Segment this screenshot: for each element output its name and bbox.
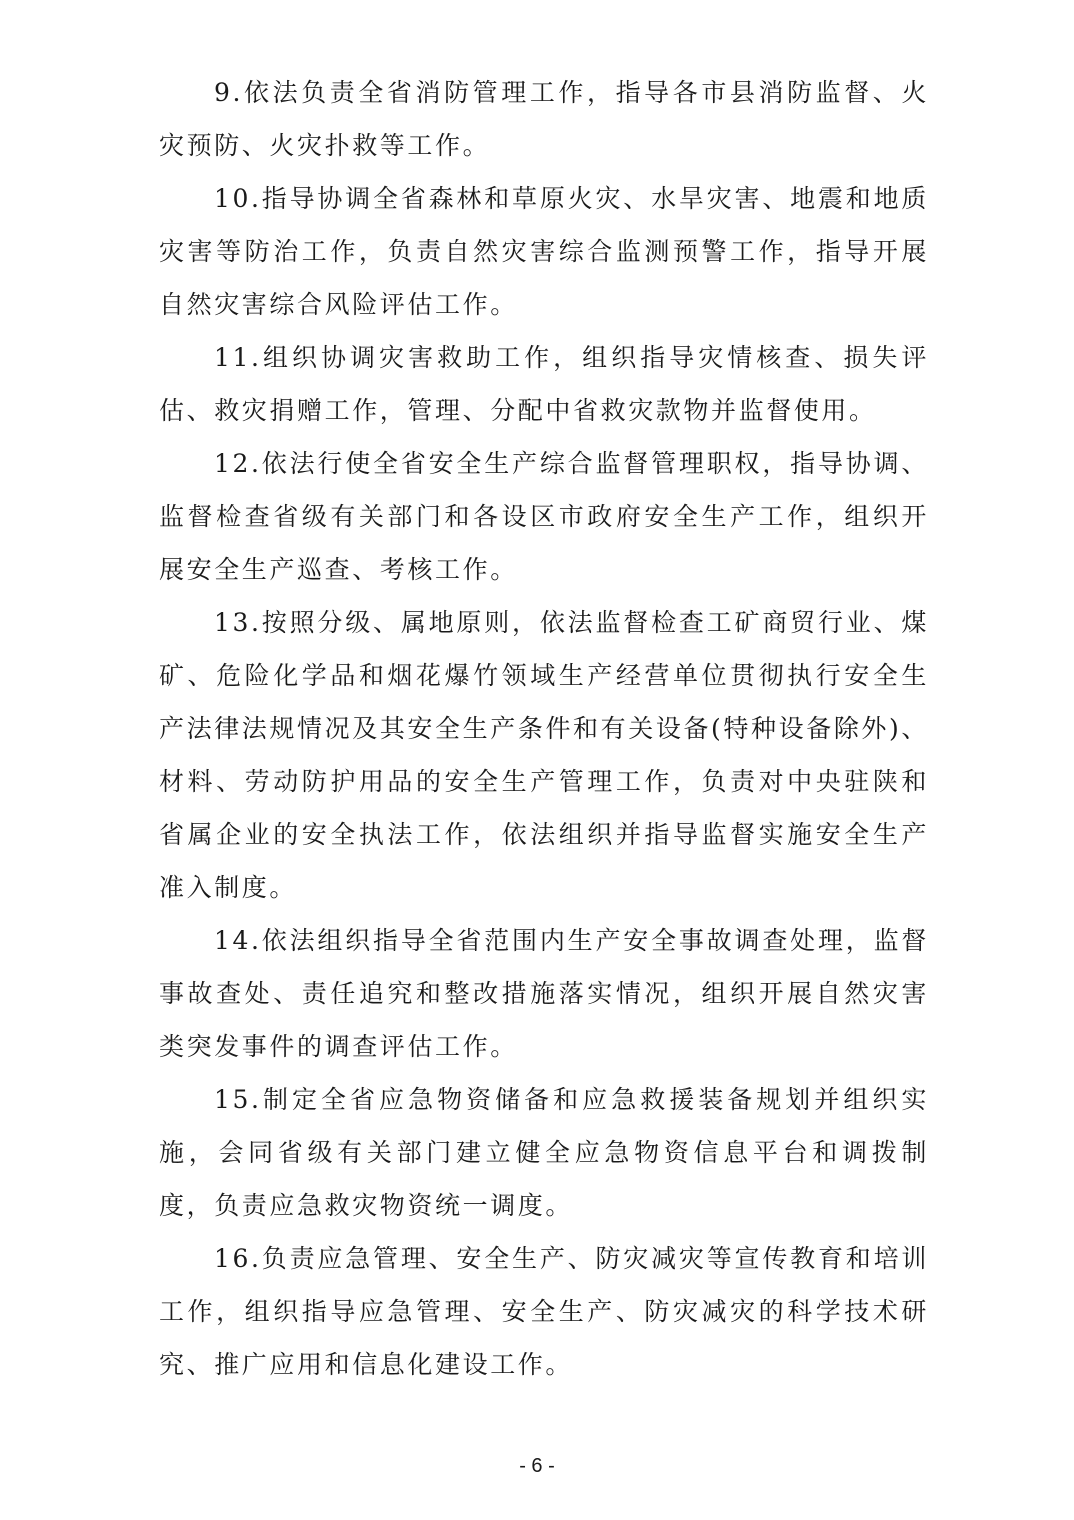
paragraph-item-9: 9.依法负责全省消防管理工作，指导各市县消防监督、火灾预防、火灾扑救等工作。 <box>159 78 929 160</box>
paragraph-item-14: 14.依法组织指导全省范围内生产安全事故调查处理，监督事故查处、责任追究和整改措施落实情况，组织开展自然灾害类突发事件的调查评估工作。 <box>159 926 929 1061</box>
paragraph-item-13: 13.按照分级、属地原则，依法监督检查工矿商贸行业、煤矿、危险化学品和烟花爆竹领域生产经营单位贯彻执行安全生产法律法规情况及其安全生产条件和有关设备(特种设备除外)、材料、劳动防护用品的安全生产管理工作，负责对中央驻陕和省属企业的安全执法工作，依法组织并指导监督实施安全生产准入制度。 <box>159 608 929 902</box>
page-number: - 6 - <box>519 1455 555 1477</box>
paragraph-item-12: 12.依法行使全省安全生产综合监督管理职权，指导协调、监督检查省级有关部门和各设区市政府安全生产工作，组织开展安全生产巡查、考核工作。 <box>159 449 929 584</box>
paragraph-item-15: 15.制定全省应急物资储备和应急救援装备规划并组织实施，会同省级有关部门建立健全应急物资信息平台和调拨制度，负责应急救灾物资统一调度。 <box>159 1085 929 1220</box>
paragraph-item-16: 16.负责应急管理、安全生产、防灾减灾等宣传教育和培训工作，组织指导应急管理、安全生产、防灾减灾的科学技术研究、推广应用和信息化建设工作。 <box>159 1244 929 1379</box>
document-body <box>159 66 929 1391</box>
paragraph-item-11: 11.组织协调灾害救助工作，组织指导灾情核查、损失评估、救灾捐赠工作，管理、分配中省救灾款物并监督使用。 <box>159 343 929 425</box>
paragraph-item-10: 10.指导协调全省森林和草原火灾、水旱灾害、地震和地质灾害等防治工作，负责自然灾害综合监测预警工作，指导开展自然灾害综合风险评估工作。 <box>159 184 929 319</box>
